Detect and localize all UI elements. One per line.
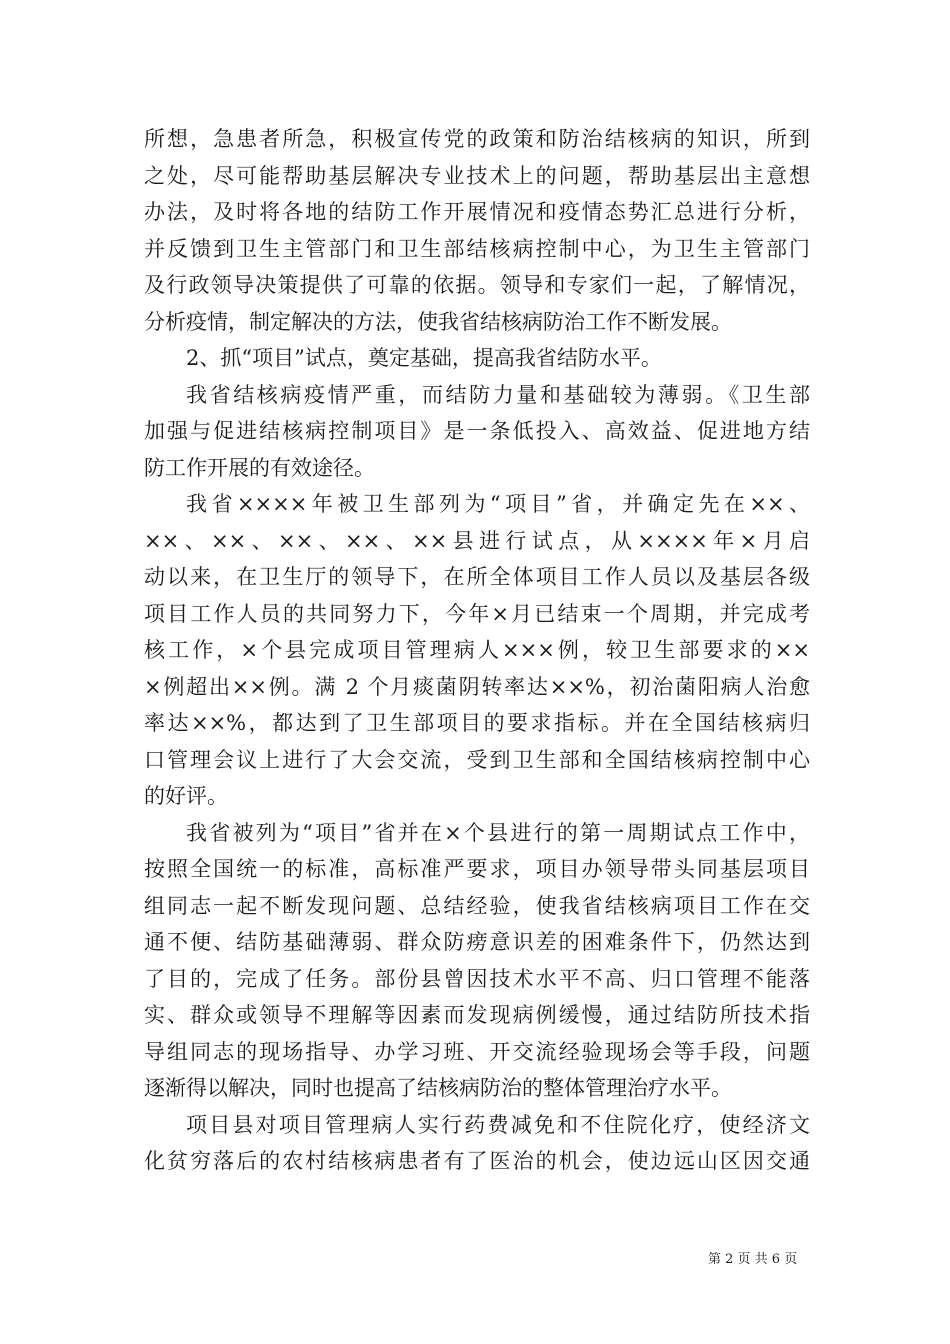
text-line: 组同志一起不断发现问题、总结经验，使我省结核病项目工作在交 — [144, 893, 810, 918]
text-line: 了目的，完成了任务。部份县曾因技术水平不高、归口管理不能落 — [144, 966, 810, 991]
text-line: 并反馈到卫生主管部门和卫生部结核病控制中心，为卫生主管部门 — [144, 236, 810, 261]
text-line: ×例超出××例。满 2 个月痰菌阴转率达××%，初治菌阳病人治愈 — [144, 674, 810, 699]
text-line: 化贫穷落后的农村结核病患者有了医治的机会，使边远山区因交通 — [144, 1149, 810, 1173]
page-number: 第 2 页 共 6 页 — [708, 1252, 798, 1267]
text-line: 及行政领导决策提供了可靠的依据。领导和专家们一起，了解情况， — [144, 273, 810, 297]
text-line: 动以来，在卫生厅的领导下，在所全体项目工作人员以及基层各级 — [144, 565, 810, 589]
text-line: 的好评。 — [144, 784, 228, 808]
text-line: 办法，及时将各地的结防工作开展情况和疫情态势汇总进行分析， — [144, 200, 810, 224]
text-line: 加强与促进结核病控制项目》是一条低投入、高效益、促进地方结 — [144, 419, 810, 443]
text-line: 逐渐得以解决，同时也提高了结核病防治的整体管理治疗水平。 — [144, 1076, 732, 1100]
text-line: 口管理会议上进行了大会交流，受到卫生部和全国结核病控制中心 — [144, 747, 810, 772]
text-line: 我省结核病疫情严重，而结防力量和基础较为薄弱。《卫生部 — [186, 382, 810, 407]
text-line: 项目县对项目管理病人实行药费减免和不住院化疗，使经济文 — [186, 1112, 810, 1137]
text-line: 之处，尽可能帮助基层解决专业技术上的问题，帮助基层出主意想 — [144, 163, 810, 188]
text-line: 2、抓“项目”试点，奠定基础，提高我省结防水平。 — [186, 346, 662, 370]
text-line: ××、××、××、××、××县进行试点，从××××年×月启 — [144, 528, 810, 553]
text-line: 分析疫情，制定解决的方法，使我省结核病防治工作不断发展。 — [144, 309, 732, 334]
text-line: 实、群众或领导不理解等因素而发现病例缓慢，通过结防所技术指 — [144, 1003, 810, 1027]
document-body — [144, 121, 810, 1180]
text-line: 所想，急患者所急，积极宣传党的政策和防治结核病的知识，所到 — [144, 127, 810, 151]
text-line: 通不便、结防基础薄弱、群众防痨意识差的困难条件下，仍然达到 — [144, 930, 810, 954]
text-line: 防工作开展的有效途径。 — [144, 455, 375, 480]
text-line: 我省被列为“项目”省并在×个县进行的第一周期试点工作中， — [186, 820, 810, 845]
text-line: 项目工作人员的共同努力下，今年×月已结束一个周期，并完成考 — [144, 601, 810, 626]
text-line: 率达××%，都达到了卫生部项目的要求指标。并在全国结核病归 — [144, 711, 810, 735]
text-line: 核工作，×个县完成项目管理病人×××例，较卫生部要求的×× — [144, 638, 810, 662]
text-line: 导组同志的现场指导、办学习班、开交流经验现场会等手段，问题 — [144, 1039, 810, 1064]
text-line: 按照全国统一的标准，高标准严要求，项目办领导带头同基层项目 — [144, 857, 810, 881]
text-line: 我省××××年被卫生部列为“项目”省，并确定先在××、 — [186, 492, 810, 516]
